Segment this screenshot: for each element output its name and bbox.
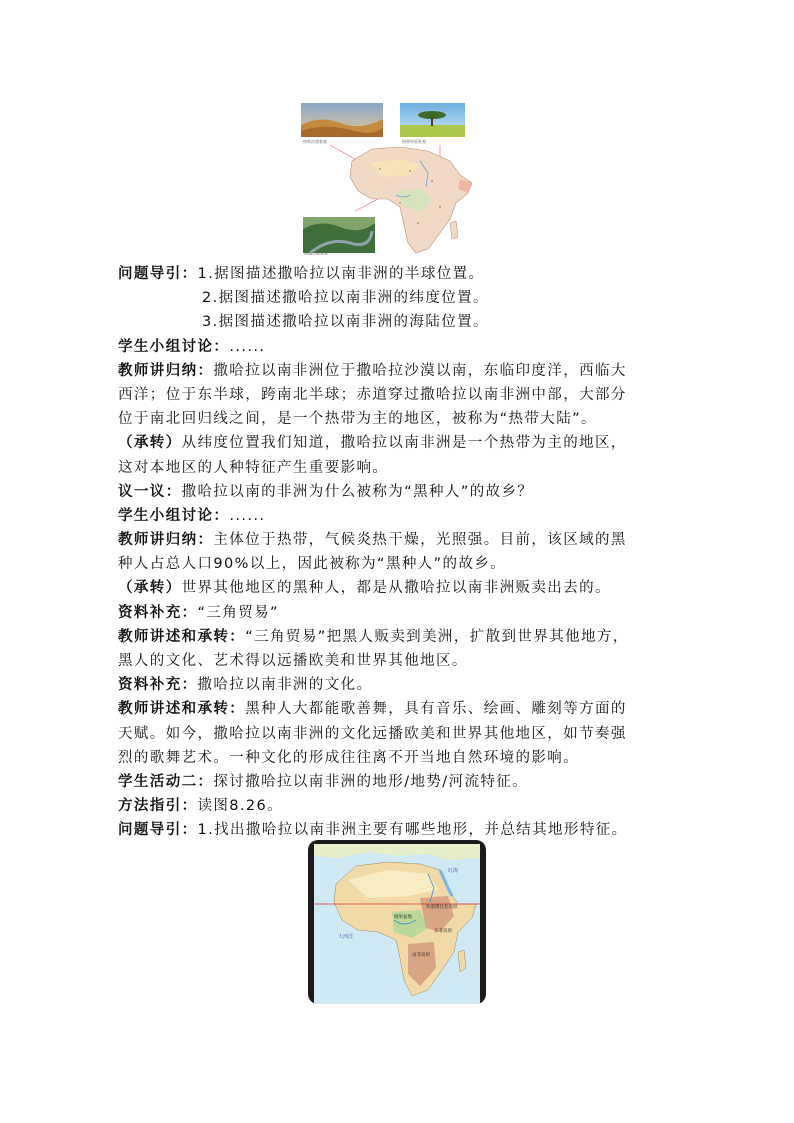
text-line	[118, 552, 688, 576]
text-line	[118, 746, 688, 770]
label-east-african-plateau: 东非高原	[434, 929, 452, 934]
label-ethiopian-highlands: 埃塞俄比亚高原	[426, 905, 458, 910]
africa-landscape-figure	[300, 103, 486, 255]
text-line	[118, 818, 688, 842]
line-body: 读图8.26。	[197, 798, 284, 815]
text-line	[118, 262, 688, 286]
text-line	[118, 722, 688, 746]
photo-caption: 热带沙漠景观	[303, 139, 327, 144]
terrain-map-image	[308, 840, 486, 1004]
line-heading: 问题导引：	[118, 266, 198, 282]
label-atlantic-ocean: 大西洋	[338, 934, 354, 940]
line-body: 撒哈拉以南的非洲为什么被称为“黑种人”的故乡？	[181, 483, 534, 500]
label-red-sea: 红海	[448, 868, 459, 874]
text-line	[118, 770, 688, 794]
line-body: 种人占总人口90%以上，因此被称为“黑种人”的故乡。	[118, 556, 507, 573]
line-body: 位于南北回归线之间，是一个热带为主的地区，被称为“热带大陆”。	[118, 411, 597, 428]
line-body: 世界其他地区的黑种人，都是从撒哈拉以南非洲贩卖出去的。	[181, 580, 611, 597]
line-heading: 教师讲归纳：	[118, 362, 214, 379]
line-heading: 资料补充：	[118, 677, 198, 694]
text-line	[118, 673, 688, 697]
line-body: 3.据图描述撒哈拉以南非洲的海陆位置。	[202, 314, 489, 331]
line-body: 探讨撒哈拉以南非洲的地形/地势/河流特征。	[213, 773, 529, 790]
line-heading: 方法指引：	[118, 798, 198, 815]
line-heading: 教师讲归纳：	[118, 532, 214, 549]
line-heading: （承转）	[118, 435, 182, 452]
text-line	[118, 794, 688, 818]
text-line	[118, 697, 688, 721]
text-line	[118, 649, 688, 673]
africa-terrain-figure	[308, 840, 486, 1004]
line-body: 1.据图描述撒哈拉以南非洲的半球位置。	[197, 266, 485, 282]
text-line	[118, 383, 688, 407]
line-body: 这对本地区的人种特征产生重要影响。	[118, 459, 389, 476]
text-line	[118, 625, 688, 649]
line-body: ......	[229, 507, 266, 524]
line-body: “三角贸易”把黑人贩卖到美洲，扩散到世界其他地方，	[245, 628, 629, 645]
text-line	[118, 528, 688, 552]
line-body: 主体位于热带，气候炎热干燥，光照强。目前，该区域的黑	[213, 532, 627, 549]
label-south-african-plateau: 南非高原	[412, 953, 430, 958]
line-heading: 资料补充：	[118, 604, 198, 621]
line-body: 西洋；位于东半球，跨南北半球；赤道穿过撒哈拉以南非洲中部，大部分	[118, 386, 627, 403]
lesson-text	[118, 262, 688, 843]
line-body: 从纬度位置我们知道，撒哈拉以南非洲是一个热带为主的地区，	[181, 435, 627, 452]
line-body: 2.据图描述撒哈拉以南非洲的纬度位置。	[202, 290, 489, 307]
text-line	[118, 407, 688, 431]
line-body: 黑种人大都能歌善舞，具有音乐、绘画、雕刻等方面的	[245, 701, 627, 718]
text-line	[118, 576, 688, 600]
line-body: 撒哈拉以南非洲位于撒哈拉沙漠以南，东临印度洋，西临大	[213, 362, 627, 379]
text-line	[118, 286, 688, 310]
line-body: 1.找出撒哈拉以南非洲主要有哪些地形，并总结其地形特征。	[197, 822, 628, 839]
line-body: 撒哈拉以南非洲的文化。	[197, 677, 373, 694]
africa-map-image	[300, 103, 486, 255]
line-heading: 议一议：	[118, 483, 182, 500]
line-heading: 学生小组讨论：	[118, 338, 230, 355]
line-heading: 学生小组讨论：	[118, 507, 230, 524]
line-heading: 问题导引：	[118, 822, 198, 839]
text-line	[118, 335, 688, 359]
text-line	[118, 504, 688, 528]
text-line	[118, 456, 688, 480]
text-line	[118, 480, 688, 504]
line-body: 烈的歌舞艺术。一种文化的形成往往离不开当地自然环境的影响。	[118, 749, 580, 766]
line-body: 天赋。如今，撒哈拉以南非洲的文化远播欧美和世界其他地区，如节奏强	[118, 725, 627, 742]
line-heading: 教师讲述和承转：	[118, 701, 246, 718]
line-heading: 学生活动二：	[118, 773, 214, 790]
text-line	[118, 359, 688, 383]
photo-caption: 热带草原景观	[402, 139, 426, 144]
label-congo-basin: 刚果盆地	[394, 915, 412, 920]
text-line	[118, 310, 688, 334]
line-body: ......	[229, 338, 266, 355]
photo-caption: 热带雨林景观	[304, 252, 328, 255]
text-line	[118, 601, 688, 625]
line-body: “三角贸易”	[197, 604, 279, 621]
text-line	[118, 431, 688, 455]
line-heading: 教师讲述和承转：	[118, 628, 246, 645]
line-heading: （承转）	[118, 580, 182, 597]
line-body: 黑人的文化、艺术得以远播欧美和世界其他地区。	[118, 653, 468, 669]
